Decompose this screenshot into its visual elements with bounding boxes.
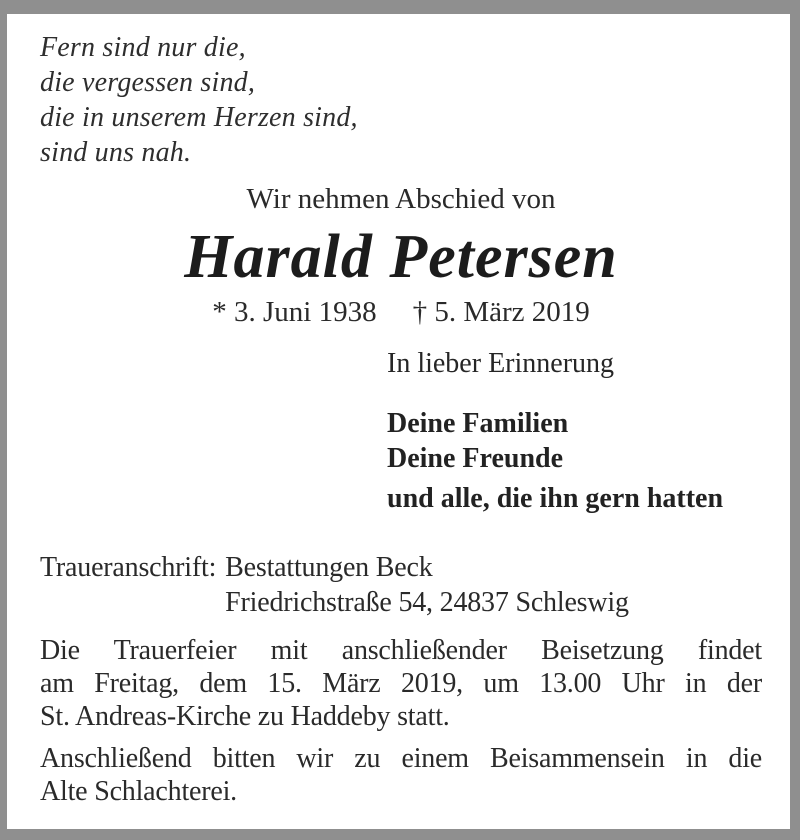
deceased-name: Harald Petersen	[184, 223, 618, 291]
gathering-paragraph	[40, 742, 762, 808]
mourner-line: Deine Familien	[387, 408, 569, 439]
paragraph-line: Alte Schlachterei.	[40, 776, 237, 807]
paragraph-line: St. Andreas-Kirche zu Haddeby statt.	[40, 701, 450, 732]
mourner-line: Deine Freunde	[387, 443, 564, 474]
condolence-address-lines	[225, 550, 629, 620]
poem-line: Fern sind nur die,	[40, 32, 246, 63]
paragraph-line: Die Trauerfeier mit anschließender Beisetzung findet	[40, 635, 762, 666]
birth-date: * 3. Juni 1938	[212, 296, 377, 328]
poem-line: die vergessen sind,	[40, 67, 256, 98]
death-date: † 5. März 2019	[412, 296, 590, 328]
farewell-intro: Wir nehmen Abschied von	[246, 183, 556, 215]
paragraph-line: am Freitag, dem 15. März 2019, um 13.00 Uhr in der	[40, 668, 762, 699]
address-line: Bestattungen Beck	[225, 552, 433, 583]
mourners-list	[387, 406, 762, 516]
address-line: Friedrichstraße 54, 24837 Schleswig	[225, 587, 629, 618]
obituary-notice	[7, 14, 790, 829]
paragraph-line: Anschließend bitten wir zu einem Beisammensein in die	[40, 743, 762, 774]
mourner-line: und alle, die ihn gern hatten	[387, 483, 724, 514]
memorial-poem	[40, 30, 762, 170]
poem-line: die in unserem Herzen sind,	[40, 102, 358, 133]
life-dates	[40, 294, 762, 330]
memory-block	[387, 346, 762, 516]
condolence-address	[40, 550, 762, 620]
poem-line: sind uns nah.	[40, 137, 192, 168]
condolence-address-label: Traueranschrift:	[40, 552, 217, 583]
memory-heading: In lieber Erinnerung	[387, 348, 615, 379]
funeral-details-paragraph	[40, 634, 762, 733]
